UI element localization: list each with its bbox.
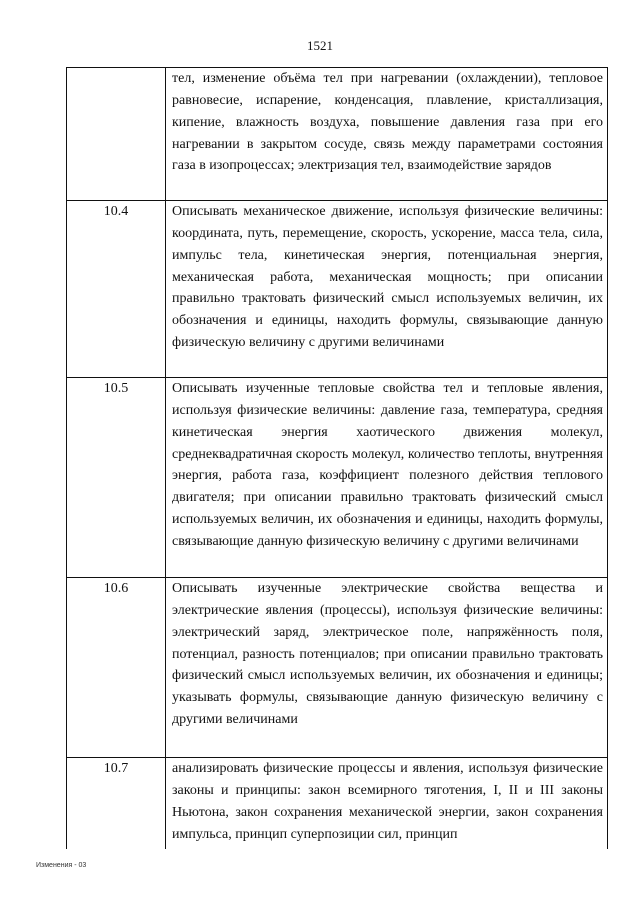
row-number: 10.6 xyxy=(67,578,166,758)
page-number: 1521 xyxy=(307,38,333,53)
table-row xyxy=(67,201,608,378)
row-text: анализировать физические процессы и явления, используя физические законы и принципы: закон всемирного тяготения, I, II и III законы Ньютона, закон сохранения механической энергии, закон сохранения импульса, принцип суперпозиции сил, принцип xyxy=(166,758,608,849)
requirements-table xyxy=(66,67,608,849)
footer-revision: Изменения - 03 xyxy=(36,862,87,869)
row-number xyxy=(67,68,166,201)
table-row xyxy=(67,578,608,758)
row-number: 10.7 xyxy=(67,758,166,849)
table-row xyxy=(67,758,608,849)
row-text: Описывать механическое движение, используя физические величины: координата, путь, перемещение, скорость, ускорение, масса тела, сила, импульс тела, кинетическая энергия, потенциальная энергия, механическая работа, механическая мощность; при описании правильно трактовать физический смысл используемых величин, их обозначения и единицы, находить формулы, связывающие данную физическую величину с другими величинами xyxy=(166,201,608,378)
table-row xyxy=(67,68,608,201)
table-row xyxy=(67,378,608,578)
row-text: Описывать изученные тепловые свойства тел и тепловые явления, используя физические величины: давление газа, температура, средняя кинетическая энергия хаотического движения молекул, среднеквадратичная скорость молекул, количество теплоты, внутренняя энергия, работа газа, коэффициент полезного действия теплового двигателя; при описании правильно трактовать физический смысл используемых величин, их обозначения и единицы, находить формулы, связывающие данную физическую величину с другими величинами xyxy=(166,378,608,578)
row-text: Описывать изученные электрические свойства вещества и электрические явления (процессы), используя физические величины: электрический заряд, электрическое поле, напряжённость поля, потенциал, разность потенциалов; при описании правильно трактовать физический смысл используемых величин, их обозначения и единицы; указывать формулы, связывающие данную физическую величину с другими величинами xyxy=(166,578,608,758)
row-text: тел, изменение объёма тел при нагревании (охлаждении), тепловое равновесие, испарение, конденсация, плавление, кристаллизация, кипение, влажность воздуха, повышение давления газа при его нагревании в закрытом сосуде, связь между параметрами состояния газа в изопроцессах; электризация тел, взаимодействие зарядов xyxy=(166,68,608,201)
row-number: 10.4 xyxy=(67,201,166,378)
row-number: 10.5 xyxy=(67,378,166,578)
